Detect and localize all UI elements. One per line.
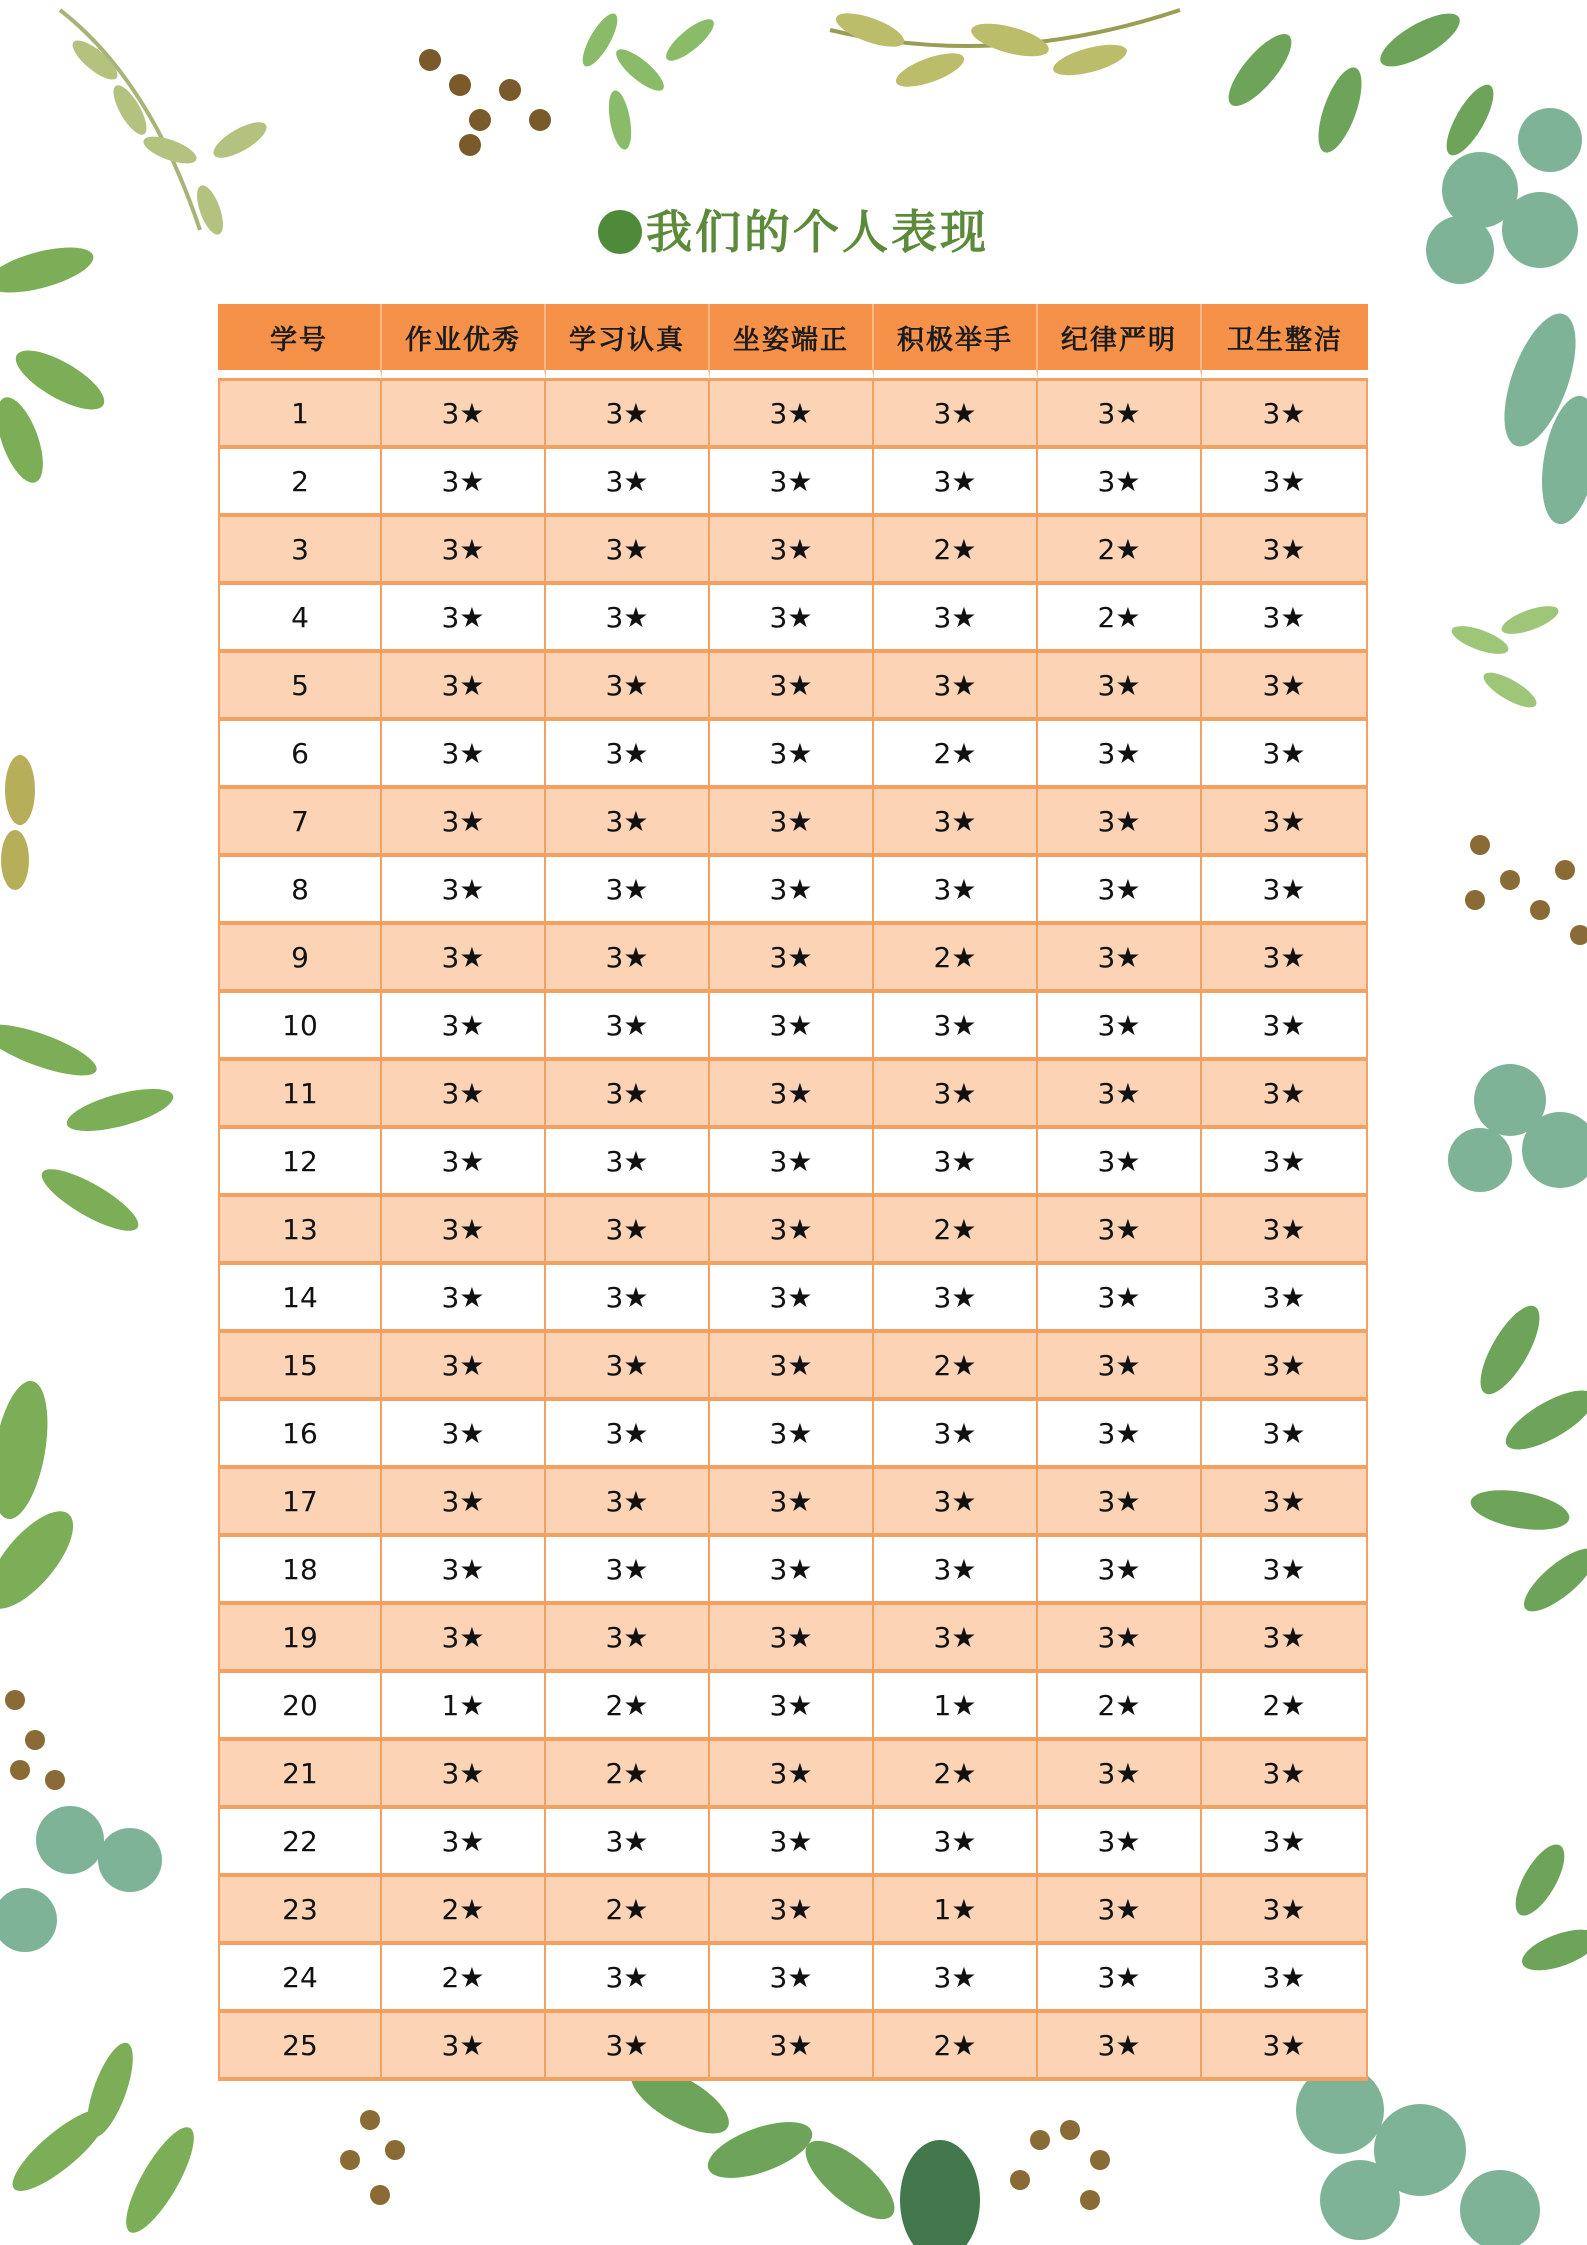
rating-cell: 3★ — [710, 585, 874, 653]
rating-cell: 3★ — [710, 1741, 874, 1809]
rating-cell: 2★ — [1038, 1673, 1202, 1741]
student-id-cell: 16 — [218, 1401, 382, 1469]
rating-cell: 3★ — [1202, 1469, 1368, 1537]
rating-cell: 3★ — [710, 993, 874, 1061]
rating-cell: 3★ — [710, 1605, 874, 1673]
rating-cell: 3★ — [710, 925, 874, 993]
student-id-cell: 12 — [218, 1129, 382, 1197]
rating-cell: 3★ — [382, 1197, 546, 1265]
rating-cell: 3★ — [546, 1197, 710, 1265]
rating-cell: 3★ — [382, 993, 546, 1061]
rating-cell: 3★ — [546, 653, 710, 721]
rating-cell: 3★ — [1038, 1945, 1202, 2013]
table-row — [218, 1197, 1368, 1265]
rating-cell: 3★ — [1038, 1197, 1202, 1265]
table-header-row — [218, 304, 1368, 378]
rating-cell: 3★ — [710, 1129, 874, 1197]
rating-cell: 3★ — [874, 1605, 1038, 1673]
student-id-cell: 17 — [218, 1469, 382, 1537]
rating-cell: 3★ — [382, 789, 546, 857]
rating-cell: 3★ — [710, 378, 874, 449]
performance-table — [218, 304, 1368, 2081]
rating-cell: 3★ — [382, 1333, 546, 1401]
rating-cell: 3★ — [874, 1537, 1038, 1605]
rating-cell: 3★ — [874, 1809, 1038, 1877]
rating-cell: 3★ — [382, 517, 546, 585]
rating-cell: 3★ — [546, 1945, 710, 2013]
student-id-cell: 2 — [218, 449, 382, 517]
rating-cell: 3★ — [382, 721, 546, 789]
rating-cell: 2★ — [382, 1877, 546, 1945]
table-row — [218, 1809, 1368, 1877]
header-student-id: 学号 — [218, 304, 382, 378]
student-id-cell: 8 — [218, 857, 382, 925]
rating-cell: 3★ — [546, 721, 710, 789]
header-participation: 积极举手 — [874, 304, 1038, 378]
rating-cell: 3★ — [546, 1537, 710, 1605]
table-row — [218, 857, 1368, 925]
rating-cell: 3★ — [1038, 1741, 1202, 1809]
rating-cell: 3★ — [874, 585, 1038, 653]
student-id-cell: 1 — [218, 378, 382, 449]
rating-cell: 2★ — [874, 721, 1038, 789]
rating-cell: 3★ — [546, 1061, 710, 1129]
header-homework: 作业优秀 — [382, 304, 546, 378]
rating-cell: 3★ — [710, 789, 874, 857]
rating-cell: 3★ — [382, 1129, 546, 1197]
rating-cell: 3★ — [1202, 1401, 1368, 1469]
rating-cell: 3★ — [1202, 1877, 1368, 1945]
rating-cell: 3★ — [710, 653, 874, 721]
table-row — [218, 789, 1368, 857]
rating-cell: 3★ — [1038, 1061, 1202, 1129]
rating-cell: 3★ — [1038, 1877, 1202, 1945]
rating-cell: 3★ — [546, 993, 710, 1061]
table-row — [218, 1945, 1368, 2013]
rating-cell: 3★ — [1038, 857, 1202, 925]
table-row — [218, 2013, 1368, 2081]
rating-cell: 3★ — [710, 1537, 874, 1605]
rating-cell: 3★ — [382, 1401, 546, 1469]
rating-cell: 3★ — [382, 1741, 546, 1809]
rating-cell: 3★ — [710, 1061, 874, 1129]
rating-cell: 2★ — [382, 1945, 546, 2013]
table-row — [218, 1673, 1368, 1741]
rating-cell: 3★ — [1202, 925, 1368, 993]
rating-cell: 3★ — [1202, 721, 1368, 789]
table-row — [218, 1061, 1368, 1129]
rating-cell: 3★ — [710, 1197, 874, 1265]
rating-cell: 3★ — [874, 789, 1038, 857]
header-posture: 坐姿端正 — [710, 304, 874, 378]
rating-cell: 3★ — [1202, 1537, 1368, 1605]
rating-cell: 3★ — [1038, 1537, 1202, 1605]
student-id-cell: 18 — [218, 1537, 382, 1605]
rating-cell: 3★ — [710, 449, 874, 517]
student-id-cell: 23 — [218, 1877, 382, 1945]
rating-cell: 3★ — [546, 1469, 710, 1537]
rating-cell: 3★ — [382, 653, 546, 721]
table-row — [218, 925, 1368, 993]
rating-cell: 3★ — [382, 1809, 546, 1877]
rating-cell: 3★ — [874, 1265, 1038, 1333]
rating-cell: 2★ — [874, 517, 1038, 585]
rating-cell: 2★ — [546, 1877, 710, 1945]
header-hygiene: 卫生整洁 — [1202, 304, 1368, 378]
rating-cell: 3★ — [1202, 1809, 1368, 1877]
rating-cell: 3★ — [1202, 857, 1368, 925]
table-row — [218, 1469, 1368, 1537]
rating-cell: 3★ — [874, 449, 1038, 517]
rating-cell: 3★ — [382, 1605, 546, 1673]
table-row — [218, 1401, 1368, 1469]
rating-cell: 3★ — [546, 517, 710, 585]
rating-cell: 3★ — [874, 993, 1038, 1061]
rating-cell: 3★ — [1038, 1605, 1202, 1673]
table-row — [218, 1877, 1368, 1945]
student-id-cell: 6 — [218, 721, 382, 789]
rating-cell: 3★ — [1038, 1469, 1202, 1537]
rating-cell: 3★ — [1202, 1061, 1368, 1129]
rating-cell: 3★ — [1202, 2013, 1368, 2081]
rating-cell: 3★ — [1038, 1333, 1202, 1401]
rating-cell: 3★ — [874, 1945, 1038, 2013]
page-title: 我们的个人表现 — [0, 196, 1587, 262]
rating-cell: 3★ — [546, 925, 710, 993]
rating-cell: 3★ — [546, 857, 710, 925]
rating-cell: 1★ — [874, 1877, 1038, 1945]
table-row — [218, 653, 1368, 721]
rating-cell: 3★ — [1202, 1945, 1368, 2013]
rating-cell: 3★ — [1038, 721, 1202, 789]
rating-cell: 3★ — [874, 378, 1038, 449]
rating-cell: 3★ — [874, 1401, 1038, 1469]
rating-cell: 2★ — [1202, 1673, 1368, 1741]
table-row — [218, 1605, 1368, 1673]
rating-cell: 3★ — [1202, 1333, 1368, 1401]
table-row — [218, 1537, 1368, 1605]
student-id-cell: 10 — [218, 993, 382, 1061]
header-discipline: 纪律严明 — [1038, 304, 1202, 378]
rating-cell: 3★ — [1038, 789, 1202, 857]
rating-cell: 3★ — [546, 789, 710, 857]
rating-cell: 3★ — [546, 378, 710, 449]
student-id-cell: 13 — [218, 1197, 382, 1265]
rating-cell: 2★ — [546, 1673, 710, 1741]
rating-cell: 3★ — [1202, 517, 1368, 585]
rating-cell: 3★ — [710, 1333, 874, 1401]
student-id-cell: 25 — [218, 2013, 382, 2081]
table-row — [218, 1741, 1368, 1809]
rating-cell: 2★ — [546, 1741, 710, 1809]
rating-cell: 3★ — [1202, 378, 1368, 449]
student-id-cell: 21 — [218, 1741, 382, 1809]
rating-cell: 3★ — [710, 2013, 874, 2081]
rating-cell: 3★ — [710, 1673, 874, 1741]
rating-cell: 3★ — [710, 1809, 874, 1877]
rating-cell: 3★ — [1202, 1265, 1368, 1333]
rating-cell: 2★ — [874, 1333, 1038, 1401]
rating-cell: 3★ — [546, 1605, 710, 1673]
student-id-cell: 22 — [218, 1809, 382, 1877]
rating-cell: 1★ — [874, 1673, 1038, 1741]
rating-cell: 3★ — [1038, 1401, 1202, 1469]
rating-cell: 3★ — [710, 721, 874, 789]
rating-cell: 2★ — [874, 2013, 1038, 2081]
rating-cell: 3★ — [1202, 585, 1368, 653]
rating-cell: 3★ — [382, 1469, 546, 1537]
green-dot-icon — [598, 210, 642, 254]
rating-cell: 3★ — [1038, 378, 1202, 449]
rating-cell: 3★ — [546, 1129, 710, 1197]
table-row — [218, 517, 1368, 585]
rating-cell: 3★ — [710, 1469, 874, 1537]
rating-cell: 2★ — [1038, 585, 1202, 653]
student-id-cell: 24 — [218, 1945, 382, 2013]
rating-cell: 2★ — [874, 925, 1038, 993]
student-id-cell: 3 — [218, 517, 382, 585]
rating-cell: 3★ — [382, 2013, 546, 2081]
rating-cell: 3★ — [874, 653, 1038, 721]
rating-cell: 3★ — [382, 1265, 546, 1333]
rating-cell: 3★ — [382, 1061, 546, 1129]
rating-cell: 3★ — [1038, 2013, 1202, 2081]
rating-cell: 3★ — [382, 378, 546, 449]
student-id-cell: 9 — [218, 925, 382, 993]
table-row — [218, 449, 1368, 517]
student-id-cell: 5 — [218, 653, 382, 721]
rating-cell: 3★ — [382, 925, 546, 993]
rating-cell: 3★ — [1038, 925, 1202, 993]
student-id-cell: 7 — [218, 789, 382, 857]
header-study: 学习认真 — [546, 304, 710, 378]
rating-cell: 1★ — [382, 1673, 546, 1741]
student-id-cell: 15 — [218, 1333, 382, 1401]
rating-cell: 3★ — [546, 1333, 710, 1401]
rating-cell: 3★ — [1202, 653, 1368, 721]
table-row — [218, 721, 1368, 789]
rating-cell: 3★ — [1038, 993, 1202, 1061]
student-id-cell: 20 — [218, 1673, 382, 1741]
student-id-cell: 4 — [218, 585, 382, 653]
table-row — [218, 585, 1368, 653]
rating-cell: 2★ — [1038, 517, 1202, 585]
rating-cell: 3★ — [1202, 1129, 1368, 1197]
rating-cell: 3★ — [1202, 993, 1368, 1061]
table-row — [218, 1333, 1368, 1401]
rating-cell: 3★ — [874, 1469, 1038, 1537]
rating-cell: 3★ — [1202, 789, 1368, 857]
rating-cell: 3★ — [546, 449, 710, 517]
rating-cell: 3★ — [710, 517, 874, 585]
table-row — [218, 993, 1368, 1061]
rating-cell: 3★ — [1038, 1129, 1202, 1197]
rating-cell: 3★ — [874, 1129, 1038, 1197]
student-id-cell: 19 — [218, 1605, 382, 1673]
rating-cell: 3★ — [1202, 1605, 1368, 1673]
rating-cell: 3★ — [710, 1945, 874, 2013]
table-row — [218, 1129, 1368, 1197]
rating-cell: 2★ — [874, 1741, 1038, 1809]
rating-cell: 3★ — [1038, 1265, 1202, 1333]
rating-cell: 3★ — [382, 857, 546, 925]
rating-cell: 3★ — [1038, 449, 1202, 517]
rating-cell: 3★ — [710, 1877, 874, 1945]
rating-cell: 3★ — [1202, 1741, 1368, 1809]
rating-cell: 2★ — [874, 1197, 1038, 1265]
rating-cell: 3★ — [546, 2013, 710, 2081]
student-id-cell: 14 — [218, 1265, 382, 1333]
rating-cell: 3★ — [874, 1061, 1038, 1129]
rating-cell: 3★ — [546, 1809, 710, 1877]
rating-cell: 3★ — [546, 1401, 710, 1469]
rating-cell: 3★ — [1038, 653, 1202, 721]
rating-cell: 3★ — [710, 1265, 874, 1333]
rating-cell: 3★ — [382, 585, 546, 653]
rating-cell: 3★ — [874, 857, 1038, 925]
rating-cell: 3★ — [710, 1401, 874, 1469]
rating-cell: 3★ — [382, 1537, 546, 1605]
rating-cell: 3★ — [546, 1265, 710, 1333]
rating-cell: 3★ — [1202, 449, 1368, 517]
rating-cell: 3★ — [382, 449, 546, 517]
student-id-cell: 11 — [218, 1061, 382, 1129]
rating-cell: 3★ — [1202, 1197, 1368, 1265]
table-row — [218, 378, 1368, 449]
rating-cell: 3★ — [546, 585, 710, 653]
rating-cell: 3★ — [1038, 1809, 1202, 1877]
table-row — [218, 1265, 1368, 1333]
rating-cell: 3★ — [710, 857, 874, 925]
